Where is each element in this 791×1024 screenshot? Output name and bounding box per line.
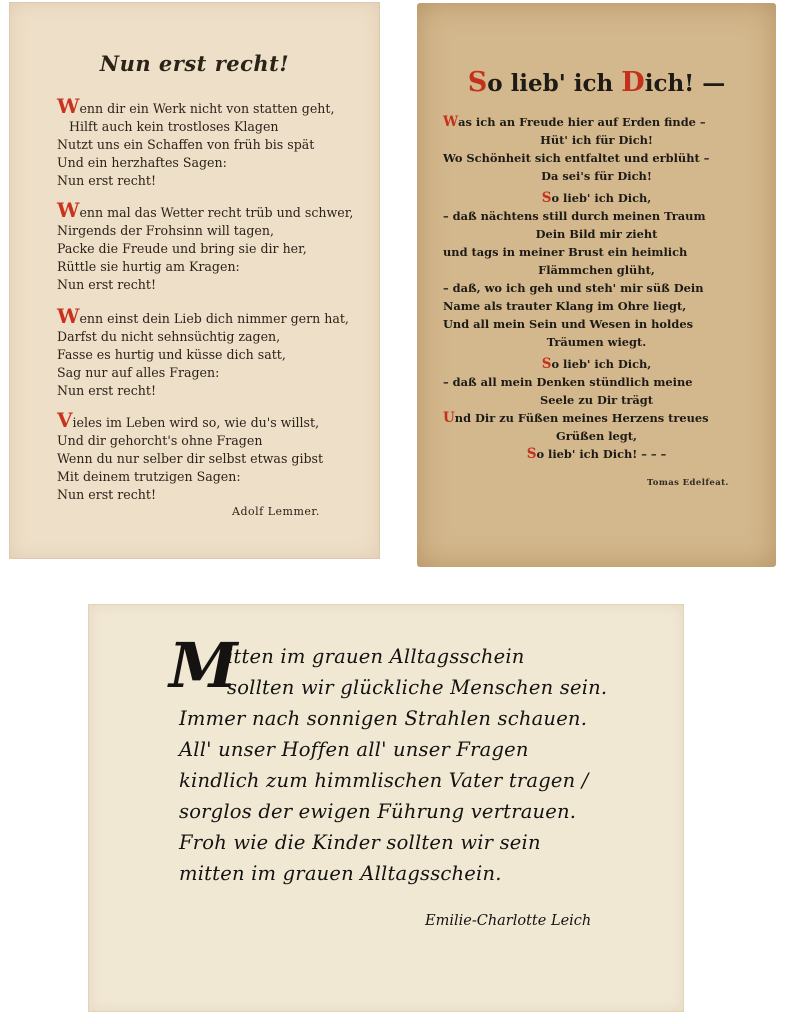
poem-title: Nun erst recht! — [99, 51, 290, 76]
red-initial: D — [621, 67, 645, 98]
verse-line: Was ich an Freude hier auf Erden finde – — [443, 114, 706, 130]
verse-line: sollten wir glückliche Menschen sein. — [227, 676, 608, 699]
verse-line: – daß nächtens still durch meinen Traum — [443, 209, 706, 223]
poem-author: Tomas Edelfeat. — [647, 478, 729, 488]
verse-line: Nutzt uns ein Schaffen von früh bis spät — [57, 137, 315, 152]
verse-line: Seele zu Dir trägt — [539, 393, 654, 407]
poem-author: Emilie-Charlotte Leich — [425, 913, 592, 929]
verse-line: Da sei's für Dich! — [541, 169, 652, 183]
red-initial: V — [57, 408, 73, 432]
verse-line: itten im grauen Alltagsschein — [227, 645, 525, 668]
verse-line: Froh wie die Kinder sollten wir sein — [179, 831, 541, 854]
poem-title — [417, 67, 776, 98]
postcard-so-lieb-ich-dich — [417, 3, 776, 567]
verse-line: mitten im grauen Alltagsschein. — [179, 862, 502, 885]
verse-line: So lieb' ich Dich! – – – — [526, 446, 667, 462]
verse-line: Und dir gehorcht's ohne Fragen — [57, 433, 263, 448]
postcard-alltagsschein — [88, 604, 684, 1012]
verse-line: – daß, wo ich geh und steh' mir süß Dein — [443, 281, 704, 295]
red-initial: S — [541, 190, 552, 206]
verse-line: Träumen wiegt. — [546, 335, 647, 349]
verse-line: und tags in meiner Brust ein heimlich — [443, 245, 688, 259]
verse-line: Rüttle sie hurtig am Kragen: — [57, 259, 240, 274]
title-text: ich! — — [644, 70, 726, 97]
verse-line: Sag nur auf alles Fragen: — [57, 365, 220, 380]
poem-author: Adolf Lemmer. — [232, 505, 320, 518]
verse-line: Nirgends der Frohsinn will tagen, — [57, 223, 274, 238]
verse-line: Und ein herzhaftes Sagen: — [57, 155, 227, 170]
verse-line: sorglos der ewigen Führung vertrauen. — [179, 800, 577, 823]
red-initial: S — [467, 67, 488, 98]
verse-line: Nun erst recht! — [57, 487, 157, 502]
stanza-4 — [57, 408, 324, 504]
verse-line: Fasse es hurtig und küsse dich satt, — [57, 347, 286, 362]
verse-line: Nun erst recht! — [57, 173, 157, 188]
title-text: o lieb' ich — [487, 70, 622, 97]
verse-line: kindlich zum himmlischen Vater tragen / — [179, 769, 589, 792]
verse-line: enn mal das Wetter recht trüb und schwer, — [79, 205, 354, 220]
verse-line: Nun erst recht! — [57, 383, 157, 398]
red-initial: S — [541, 356, 552, 372]
verse-line: Wo Schönheit sich entfaltet und erblüht – — [443, 151, 710, 165]
verse-line: Name als trauter Klang im Ohre liegt, — [443, 299, 687, 313]
verse-line: Darfst du nicht sehnsüchtig zagen, — [57, 329, 281, 344]
verse-line: Packe die Freude und bring sie dir her, — [57, 241, 307, 256]
verse-line: Hilft auch kein trostloses Klagen — [69, 119, 279, 134]
poem-body — [417, 113, 776, 463]
verse-line: enn dir ein Werk nicht von statten geht, — [79, 101, 335, 116]
verse-line: Mit deinem trutzigen Sagen: — [57, 469, 241, 484]
verse-line: Immer nach sonnigen Strahlen schauen. — [179, 707, 588, 730]
stanza-3 — [57, 304, 349, 400]
verse-line: Hüt' ich für Dich! — [540, 133, 653, 147]
stanza-2 — [57, 198, 354, 294]
red-initial: U — [443, 410, 455, 426]
verse-line: So lieb' ich Dich, — [541, 190, 652, 206]
verse-line: Und all mein Sein und Wesen in holdes — [443, 317, 693, 331]
red-initial: W — [57, 198, 80, 222]
red-initial: W — [57, 304, 80, 328]
verse-line: So lieb' ich Dich, — [541, 356, 652, 372]
verse-line: All' unser Hoffen all' unser Fragen — [179, 738, 529, 761]
stanza-1 — [57, 94, 335, 190]
red-initial: W — [443, 114, 459, 130]
red-initial: W — [57, 94, 80, 118]
verse-line: ieles im Leben wird so, wie du's willst, — [72, 415, 320, 430]
red-initial: S — [526, 446, 537, 462]
verse-line: Dein Bild mir zieht — [535, 227, 658, 241]
verse-line: Flämmchen glüht, — [538, 263, 655, 277]
verse-line: enn einst dein Lieb dich nimmer gern hat, — [79, 311, 349, 326]
verse-line: Grüßen legt, — [556, 429, 637, 443]
poem-body — [179, 641, 607, 889]
verse-line: Nun erst recht! — [57, 277, 157, 292]
ornamental-initial: M — [169, 629, 238, 702]
postcard-nun-erst-recht — [9, 2, 380, 559]
verse-line: – daß all mein Denken stündlich meine — [443, 375, 693, 389]
verse-line: Wenn du nur selber dir selbst etwas gibst — [57, 451, 324, 466]
verse-line: Und Dir zu Füßen meines Herzens treues — [443, 410, 709, 426]
